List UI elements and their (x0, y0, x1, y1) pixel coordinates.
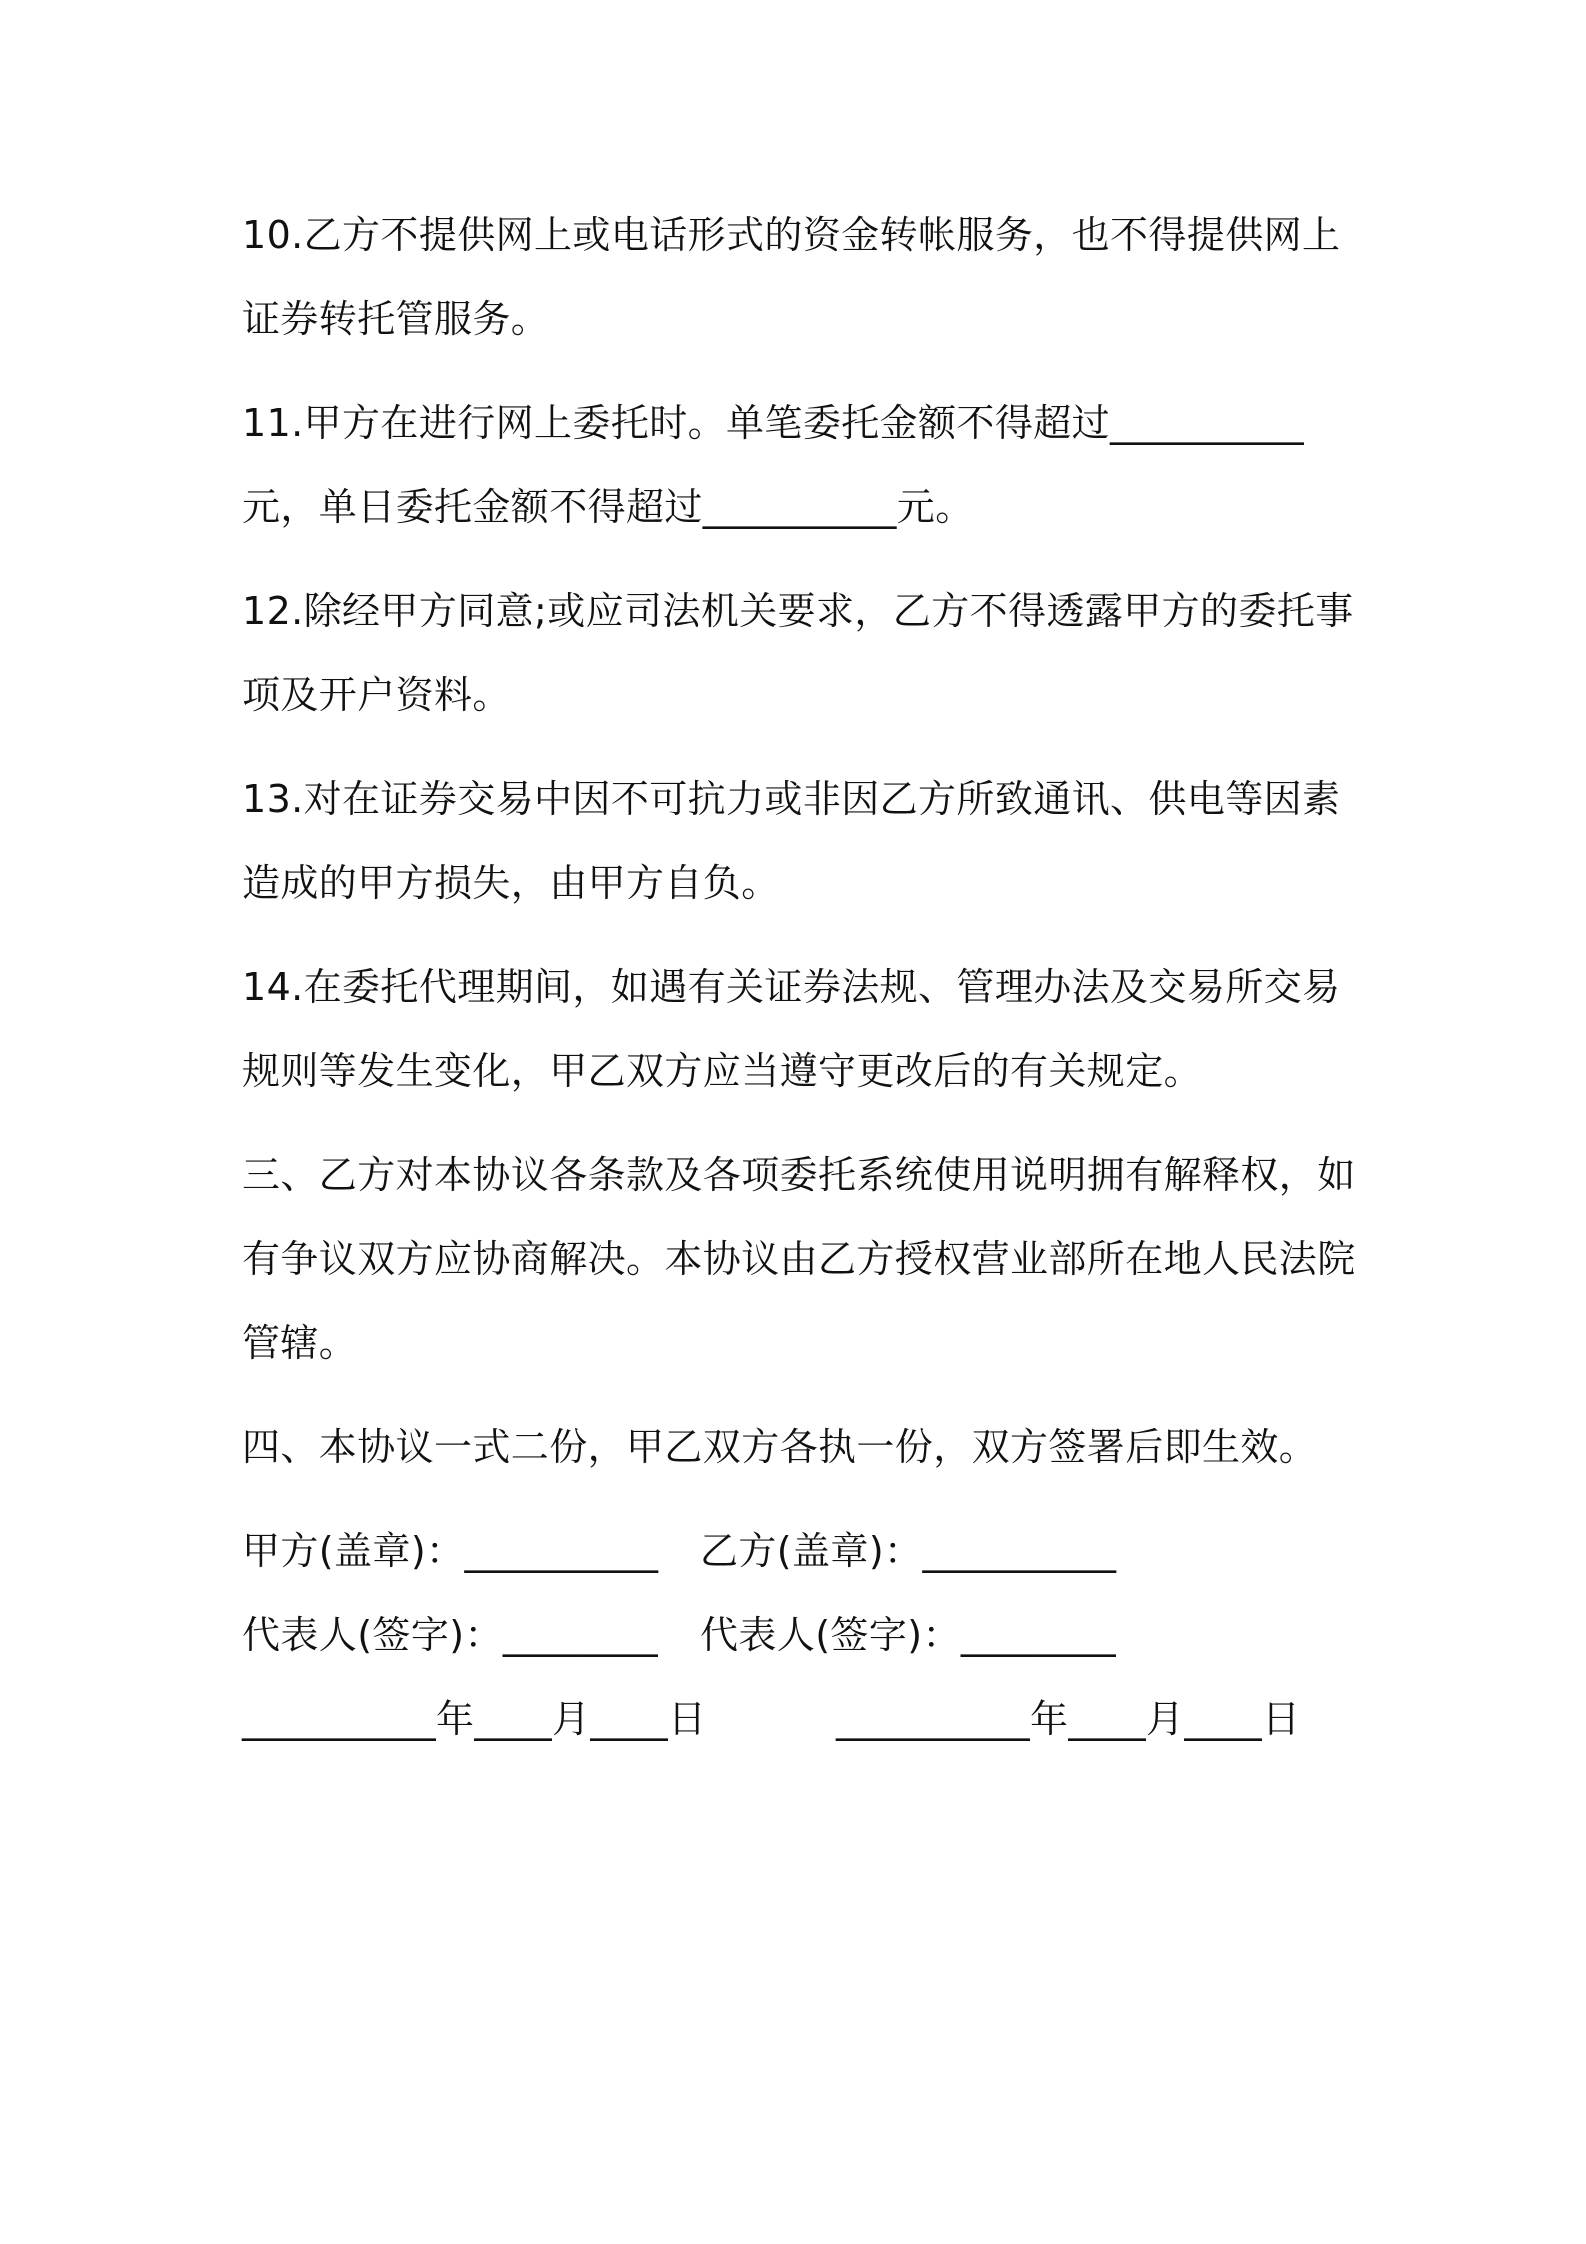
date-row (242, 1677, 1360, 1761)
clause-10: 10.乙方不提供网上或电话形式的资金转帐服务，也不得提供网上证券转托管服务。 (242, 213, 1341, 341)
clause-13: 13.对在证券交易中因不可抗力或非因乙方所致通讯、供电等因素造成的甲方损失，由甲方自负。 (242, 777, 1341, 905)
party-b-seal: 乙方(盖章)：__________ (700, 1529, 1117, 1573)
party-a-seal: 甲方(盖章)：__________ (242, 1529, 659, 1573)
party-a-representative: 代表人(签字)：________ (242, 1613, 659, 1657)
clause-14: 14.在委托代理期间，如遇有关证券法规、管理办法及交易所交易规则等发生变化，甲乙双方应当遵守更改后的有关规定。 (242, 965, 1341, 1093)
seal-row (242, 1509, 1360, 1593)
clause-12: 12.除经甲方同意;或应司法机关要求，乙方不得透露甲方的委托事项及开户资料。 (242, 589, 1354, 717)
document-body (242, 193, 1360, 1761)
party-b-date: __________年____月____日 (836, 1697, 1301, 1741)
party-a-date: __________年____月____日 (242, 1697, 707, 1741)
section-three: 三、乙方对本协议各条款及各项委托系统使用说明拥有解释权，如有争议双方应协商解决。本协议由乙方授权营业部所在地人民法院管辖。 (242, 1153, 1356, 1365)
representative-row (242, 1593, 1360, 1677)
party-b-representative: 代表人(签字)：________ (700, 1613, 1117, 1657)
clause-11: 11.甲方在进行网上委托时。单笔委托金额不得超过__________元，单日委托金额不得超过__________元。 (242, 401, 1305, 529)
section-four: 四、本协议一式二份，甲乙双方各执一份，双方签署后即生效。 (242, 1425, 1318, 1469)
